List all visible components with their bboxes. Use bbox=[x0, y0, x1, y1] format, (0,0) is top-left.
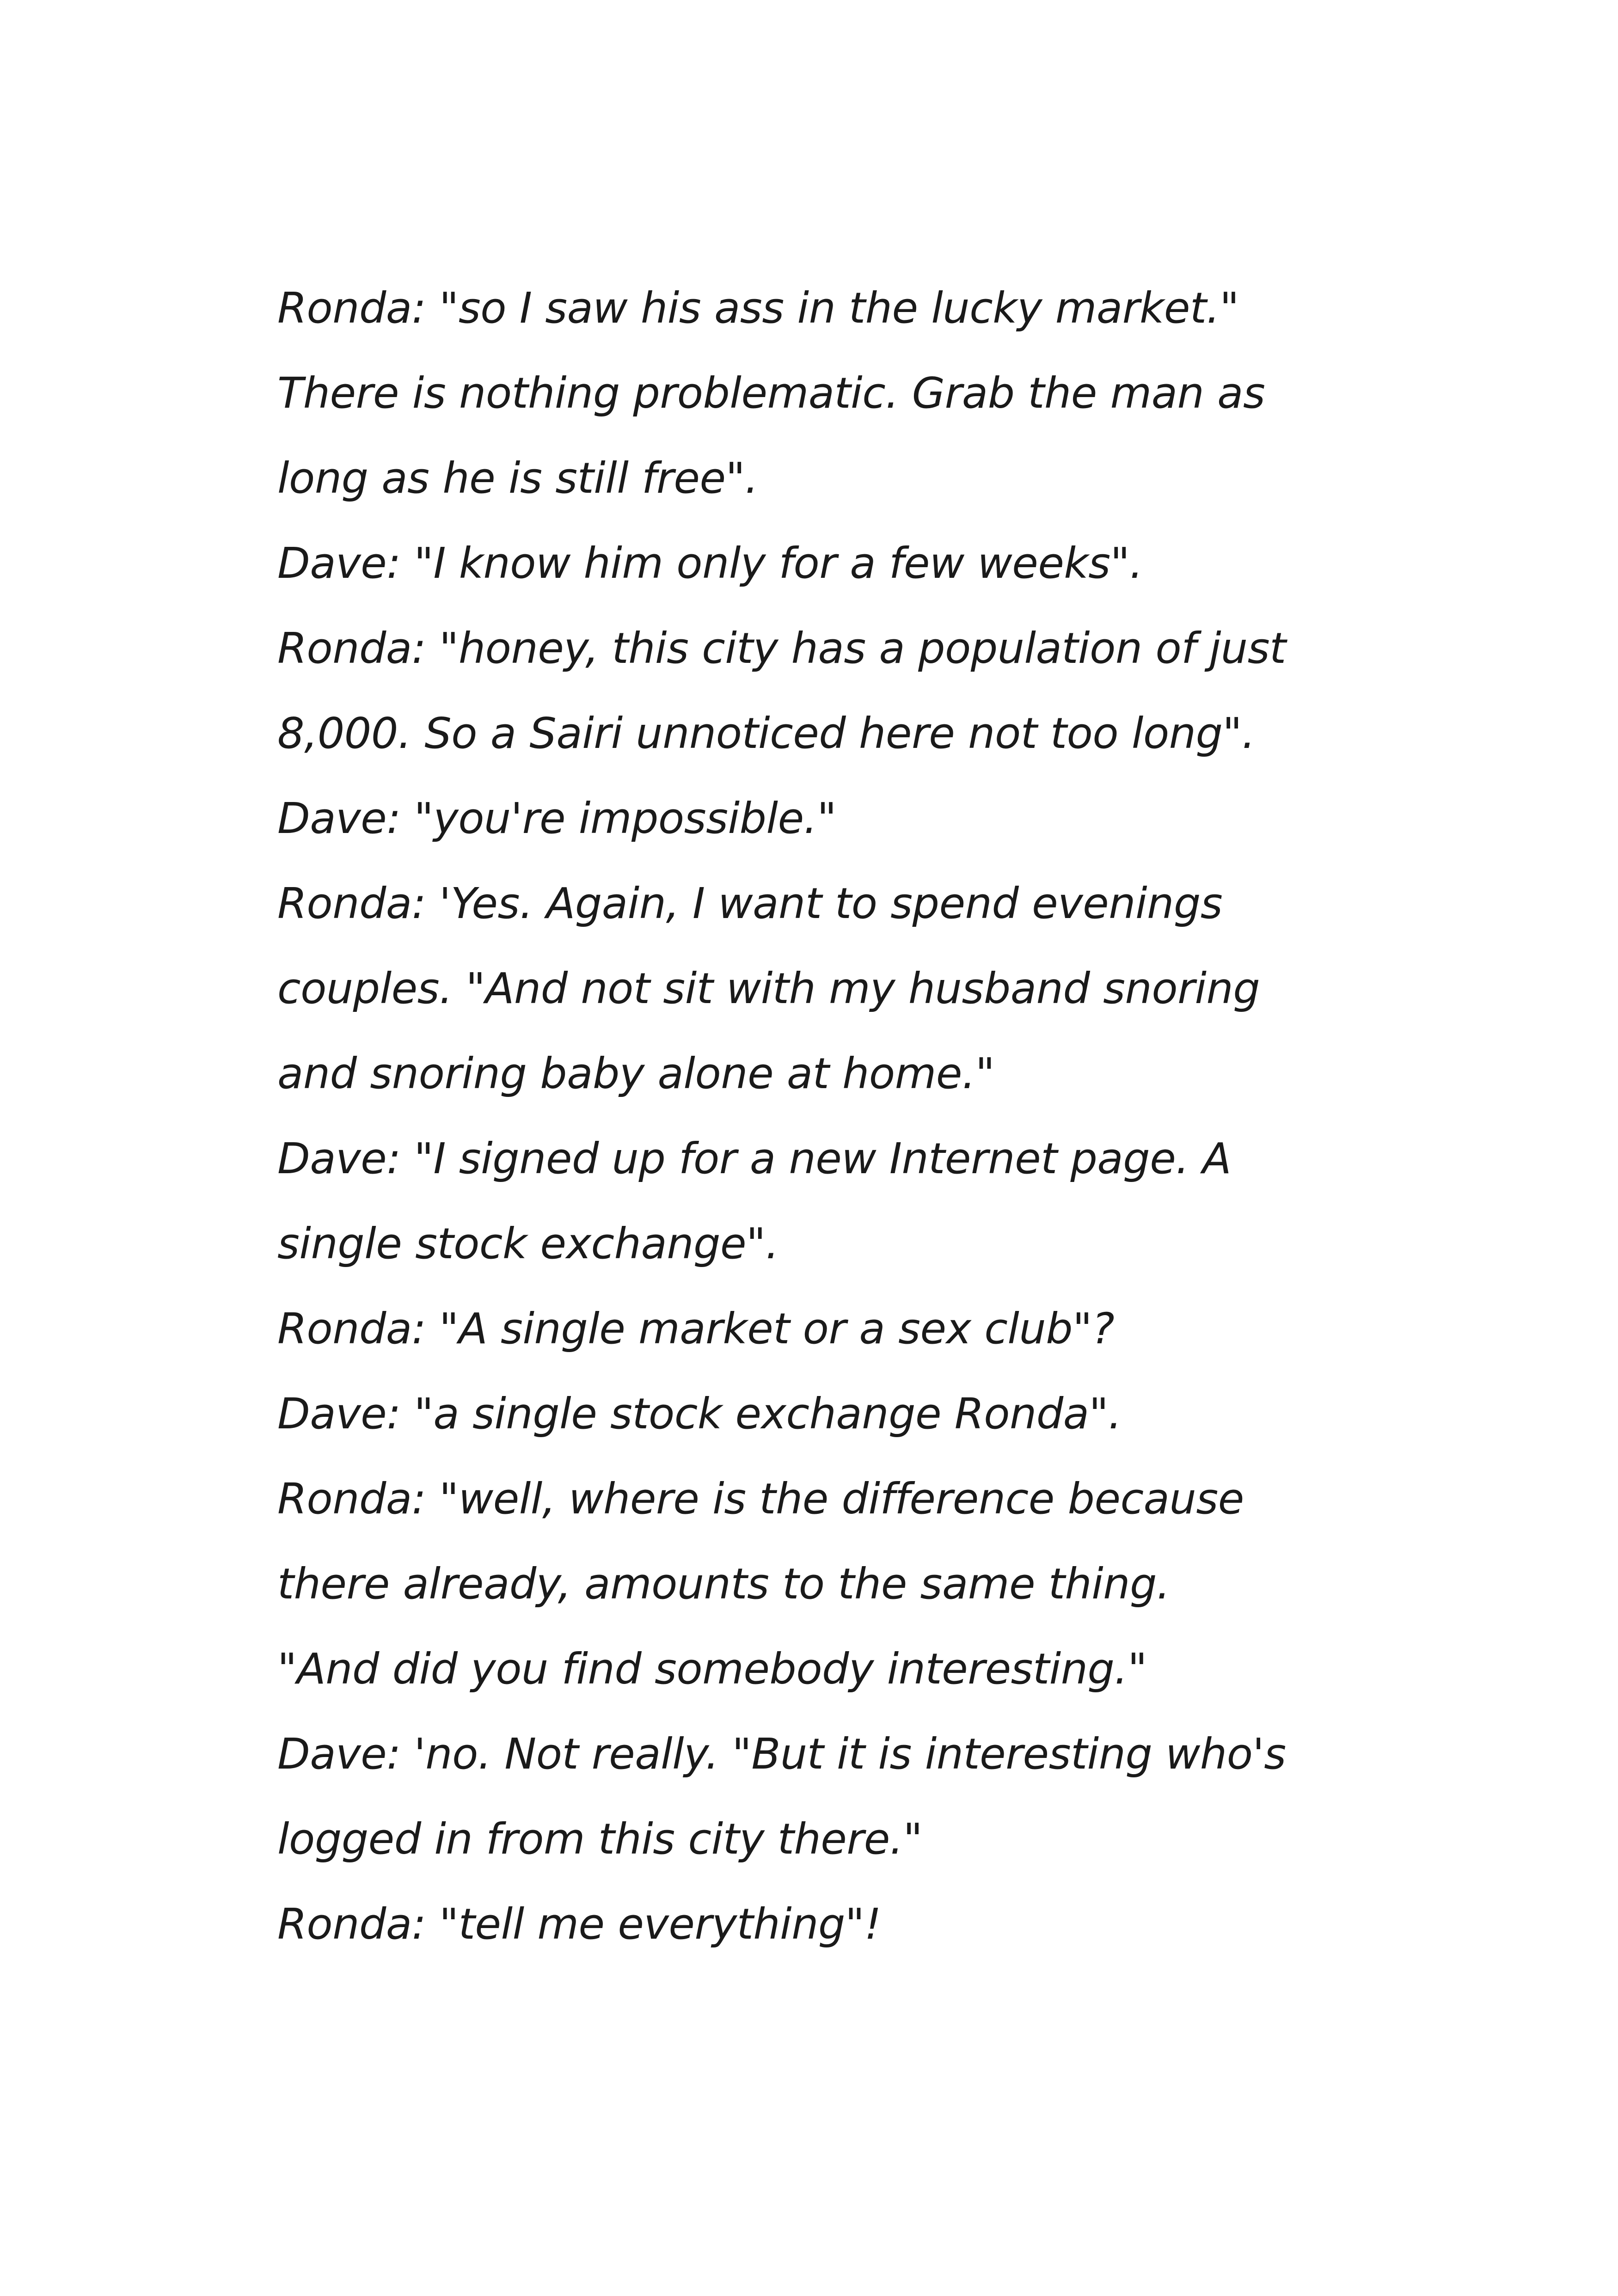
text-line: There is nothing problematic. Grab the man as bbox=[277, 368, 1265, 418]
text-line: Ronda: "so I saw his ass in the lucky market." bbox=[277, 283, 1239, 333]
text-line: Dave: "a single stock exchange Ronda". bbox=[277, 1389, 1122, 1439]
text-line: logged in from this city there." bbox=[277, 1814, 923, 1864]
text-line: Dave: "I know him only for a few weeks". bbox=[277, 539, 1143, 588]
text-line: couples. "And not sit with my husband snoring bbox=[277, 964, 1260, 1013]
text-line: Ronda: 'Yes. Again, I want to spend evenings bbox=[277, 879, 1223, 928]
text-line: Dave: 'no. Not really. "But it is interesting who's bbox=[277, 1729, 1286, 1779]
text-line: and snoring baby alone at home." bbox=[277, 1049, 995, 1098]
text-line: Dave: "you're impossible." bbox=[277, 794, 837, 843]
text-line: single stock exchange". bbox=[277, 1219, 779, 1268]
text-line: Ronda: "tell me everything"! bbox=[277, 1899, 882, 1949]
dialogue-text bbox=[277, 266, 1387, 1967]
text-line: Dave: "I signed up for a new Internet page. A bbox=[277, 1134, 1232, 1183]
text-line: Ronda: "honey, this city has a population of just bbox=[277, 624, 1286, 673]
text-line: Ronda: "well, where is the difference because bbox=[277, 1474, 1244, 1524]
text-line: long as he is still free". bbox=[277, 453, 759, 503]
text-line: there already, amounts to the same thing. bbox=[277, 1559, 1170, 1609]
text-line: "And did you find somebody interesting." bbox=[277, 1644, 1147, 1694]
text-line: 8,000. So a Sairi unnoticed here not too long". bbox=[277, 709, 1256, 758]
text-line: Ronda: "A single market or a sex club"? bbox=[277, 1304, 1115, 1353]
